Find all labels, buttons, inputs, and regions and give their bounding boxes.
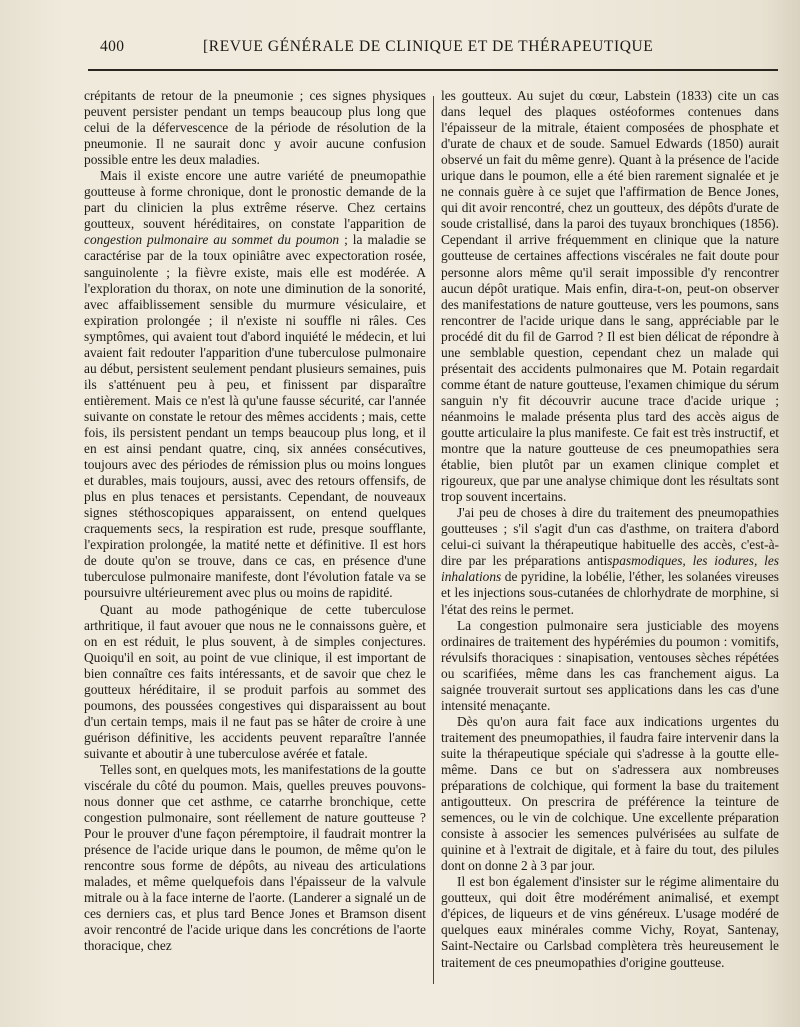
paragraph: les goutteux. Au sujet du cœur, Labstein (1833) cite un cas dans lequel des plaques ostéoformes contenues dans l'épaisseur de la mitrale, étaient composées de phosphate et d'urate de chaux et de soude. Samuel Edwards (1850) aurait observé un fait du même genre). Quant à la présence de l'acide urique dans le poumon, elle a été bien rarement signalée et je ne connais guère à ce sujet que l'affirmation de Bence Jones, qui dit avoir rencontré, chez un goutteux, des dépôts d'urate de soude cristallisé, dans la paroi des tuyaux bronchiques (1856). Cependant il arrive fréquemment en clinique que la nature goutteuse de certaines affections viscérales ne fait doute pour personne alors même qu'il serait impossible d'y rencontrer aucun dépôt uratique. Mais enfin, dira-t-on, peut-on observer des manifestations de nature goutteuse, vers les poumons, sans rencontrer de l'acide urique dans le sang, appréciable par le procédé dit du fil de Garrod ? Il est bien délicat de répondre à une semblable question, cependant chez un malade qui présentait des accidents pulmonaires que M. Potain regardait comme étant de nature goutteuse, l'examen chimique du sérum sanguin n'y fit découvrir aucune trace d'acide urique ; néanmoins le malade présenta plus tard des accès aigus de goutte articulaire la plus manifeste. Ce fait est très instructif, et montre que la nature goutteuse de ces pneumopathies sera établie, bien plutôt par un examen clinique complet et rigoureux, que par une analyse chimique dont les résultats sont trop souvent incertains. <box>441 88 779 505</box>
paragraph: La congestion pulmonaire sera justiciable des moyens ordinaires de traitement des hypérémies du poumon : vomitifs, révulsifs thoraciques : sinapisation, ventouses sèches répétées ou scarifiées, même dans les cas franchement aigus. La saignée trouverait surtout ses applications dans les cas d'une intensité menaçante. <box>441 617 779 713</box>
paragraph: crépitants de retour de la pneumonie ; ces signes physiques peuvent persister pendant un temps beaucoup plus long que celui de la défervescence de la période de résolution de la pneumonie. Il ne saurait donc y avoir aucune confusion possible entre les deux maladies. <box>84 88 426 168</box>
running-title: [REVUE GÉNÉRALE DE CLINIQUE ET DE THÉRAPEUTIQUE <box>203 38 654 55</box>
page-number: 400 <box>100 38 125 55</box>
right-column <box>441 88 779 971</box>
paragraph <box>441 505 779 617</box>
paragraph: Il est bon également d'insister sur le régime alimentaire du goutteux, qui doit être modérément animalisé, et exempt d'épices, de liqueurs et de vins généreux. L'usage modéré de quelques eaux minérales comme Vichy, Royat, Santenay, Saint-Nectaire ou Carlsbad complètera très heureusement le traitement de ces pneumopathies d'origine goutteuse. <box>441 874 779 970</box>
italic-term: congestion pulmonaire au sommet du poumon <box>84 232 340 248</box>
paragraph: Quant au mode pathogénique de cette tuberculose arthritique, il faut avouer que nous ne le connaissons guère, et on en est réduit, le plus souvent, à de simples conjectures. Quoiqu'il en soit, au point de vue clinique, il est important de bien connaître ces faits intéressants, et de savoir que chez le goutteux héréditaire, il se produit parfois au sommet des poumons, des poussées congestives qui disparaissent au bout d'un certain temps, mais il ne faut pas se hâter de croire à une guérison définitive, les accidents peuvent reparaître l'année suivante et aboutir à une tuberculose avérée et fatale. <box>84 601 426 761</box>
paragraph <box>84 168 426 601</box>
paragraph-text: Mais il existe encore une autre variété de pneumopathie goutteuse à forme chronique, dont le pronostic demande de la part du clinicien la plus extrême réserve. Chez certains goutteux, souvent héréditaires, on constate l'apparition de <box>84 168 426 232</box>
paragraph: Telles sont, en quelques mots, les manifestations de la goutte viscérale du côté du poumon. Mais, quelles preuves pouvons-nous donner que cet asthme, ce catarrhe bronchique, cette congestion pulmonaire, sont réellement de nature goutteuse ? Pour le prouver d'une façon péremptoire, il faudrait montrer la présence de l'acide urique dans le poumon, de même qu'on le rencontre sous forme de dépôts, au niveau des articulations malades, et même quelquefois dans l'épaisseur de la valvule mitrale ou à la face interne de l'aorte. (Landerer a signalé un de ces derniers cas, et plus tard Bence Jones et Bramson disent avoir rencontré de l'acide urique dans les concrétions de l'aorte thoracique, chez <box>84 761 426 954</box>
paragraph-text: J'ai peu de choses à dire du traitement des pneumopathies goutteuses ; s'il s'agit d'un cas d'asthme, on traitera d'abord celui-ci suivant la thérapeutique habituelle des accès, c'est-à-dire par les préparations anti <box>441 505 779 569</box>
paragraph-text: de pyridine, la lobélie, l'éther, les solanées vireuses et les injections sous-cutanées de chlorhydrate de morphine, si l'état des reins le permet. <box>441 569 779 617</box>
left-column <box>84 88 426 955</box>
header-rule <box>88 69 778 71</box>
paragraph: Dès qu'on aura fait face aux indications urgentes du traitement des pneumopathies, il faudra faire intervenir dans la suite la thérapeutique spéciale qui s'adresse à la goutte elle-même. Dans ce but on s'adressera aux nombreuses préparations de colchique, qui forment la base du traitement antigoutteux. On prescrira de préférence la teinture de semences, ou le vin de colchique. Une excellente préparation consiste à associer les semences pulvérisées au sulfate de quinine et à l'extrait de digitale, et à faire du tout, des pilules dont on donne 2 à 3 par jour. <box>441 713 779 874</box>
paragraph-text: ; la maladie se caractérise par de la toux opiniâtre avec expectoration rosée, sanguinolente ; la fièvre existe, mais elle est modérée. A l'exploration du thorax, on note une diminution de la sonorité, avec affaiblissement sensible du murmure vésiculaire, et expiration prolongée ; il n'existe ni souffle ni râles. Ces symptômes, qui avaient tout d'abord inquiété le médecin, et lui avaient fait redouter l'apparition d'une tuberculose pulmonaire au début, persistent seulement pendant plusieurs semaines, puis ils s'atténuent peu à peu, et finissent par disparaître entièrement. Mais ce n'est là qu'une fausse sécurité, car l'année suivante on constate le retour des mêmes accidents ; mais, cette fois, ils persistent pendant un temps beaucoup plus long, et il en est ainsi pendant quatre, cinq, six années consécutives, toujours avec des périodes de rémission plus ou moins longues et durables, mais toujours, aussi, avec des retours offensifs, de plus en plus tenaces et persistants. Cependant, de nouveaux signes stéthoscopiques apparaissent, on entend quelques craquements secs, la respiration est rude, presque soufflante, l'expiration prolongée, la matité nette et définitive. Il est hors de doute qu'on se trouve, dans ce cas, en présence d'une tuberculose pulmonaire manifeste, dont l'évolution fatale va se poursuivre ultérieurement avec plus ou moins de rapidité. <box>84 232 427 601</box>
page-header <box>100 36 780 62</box>
column-divider <box>433 96 434 984</box>
italic-term: spasmodiques, les iodures, les inhalations <box>441 553 779 585</box>
